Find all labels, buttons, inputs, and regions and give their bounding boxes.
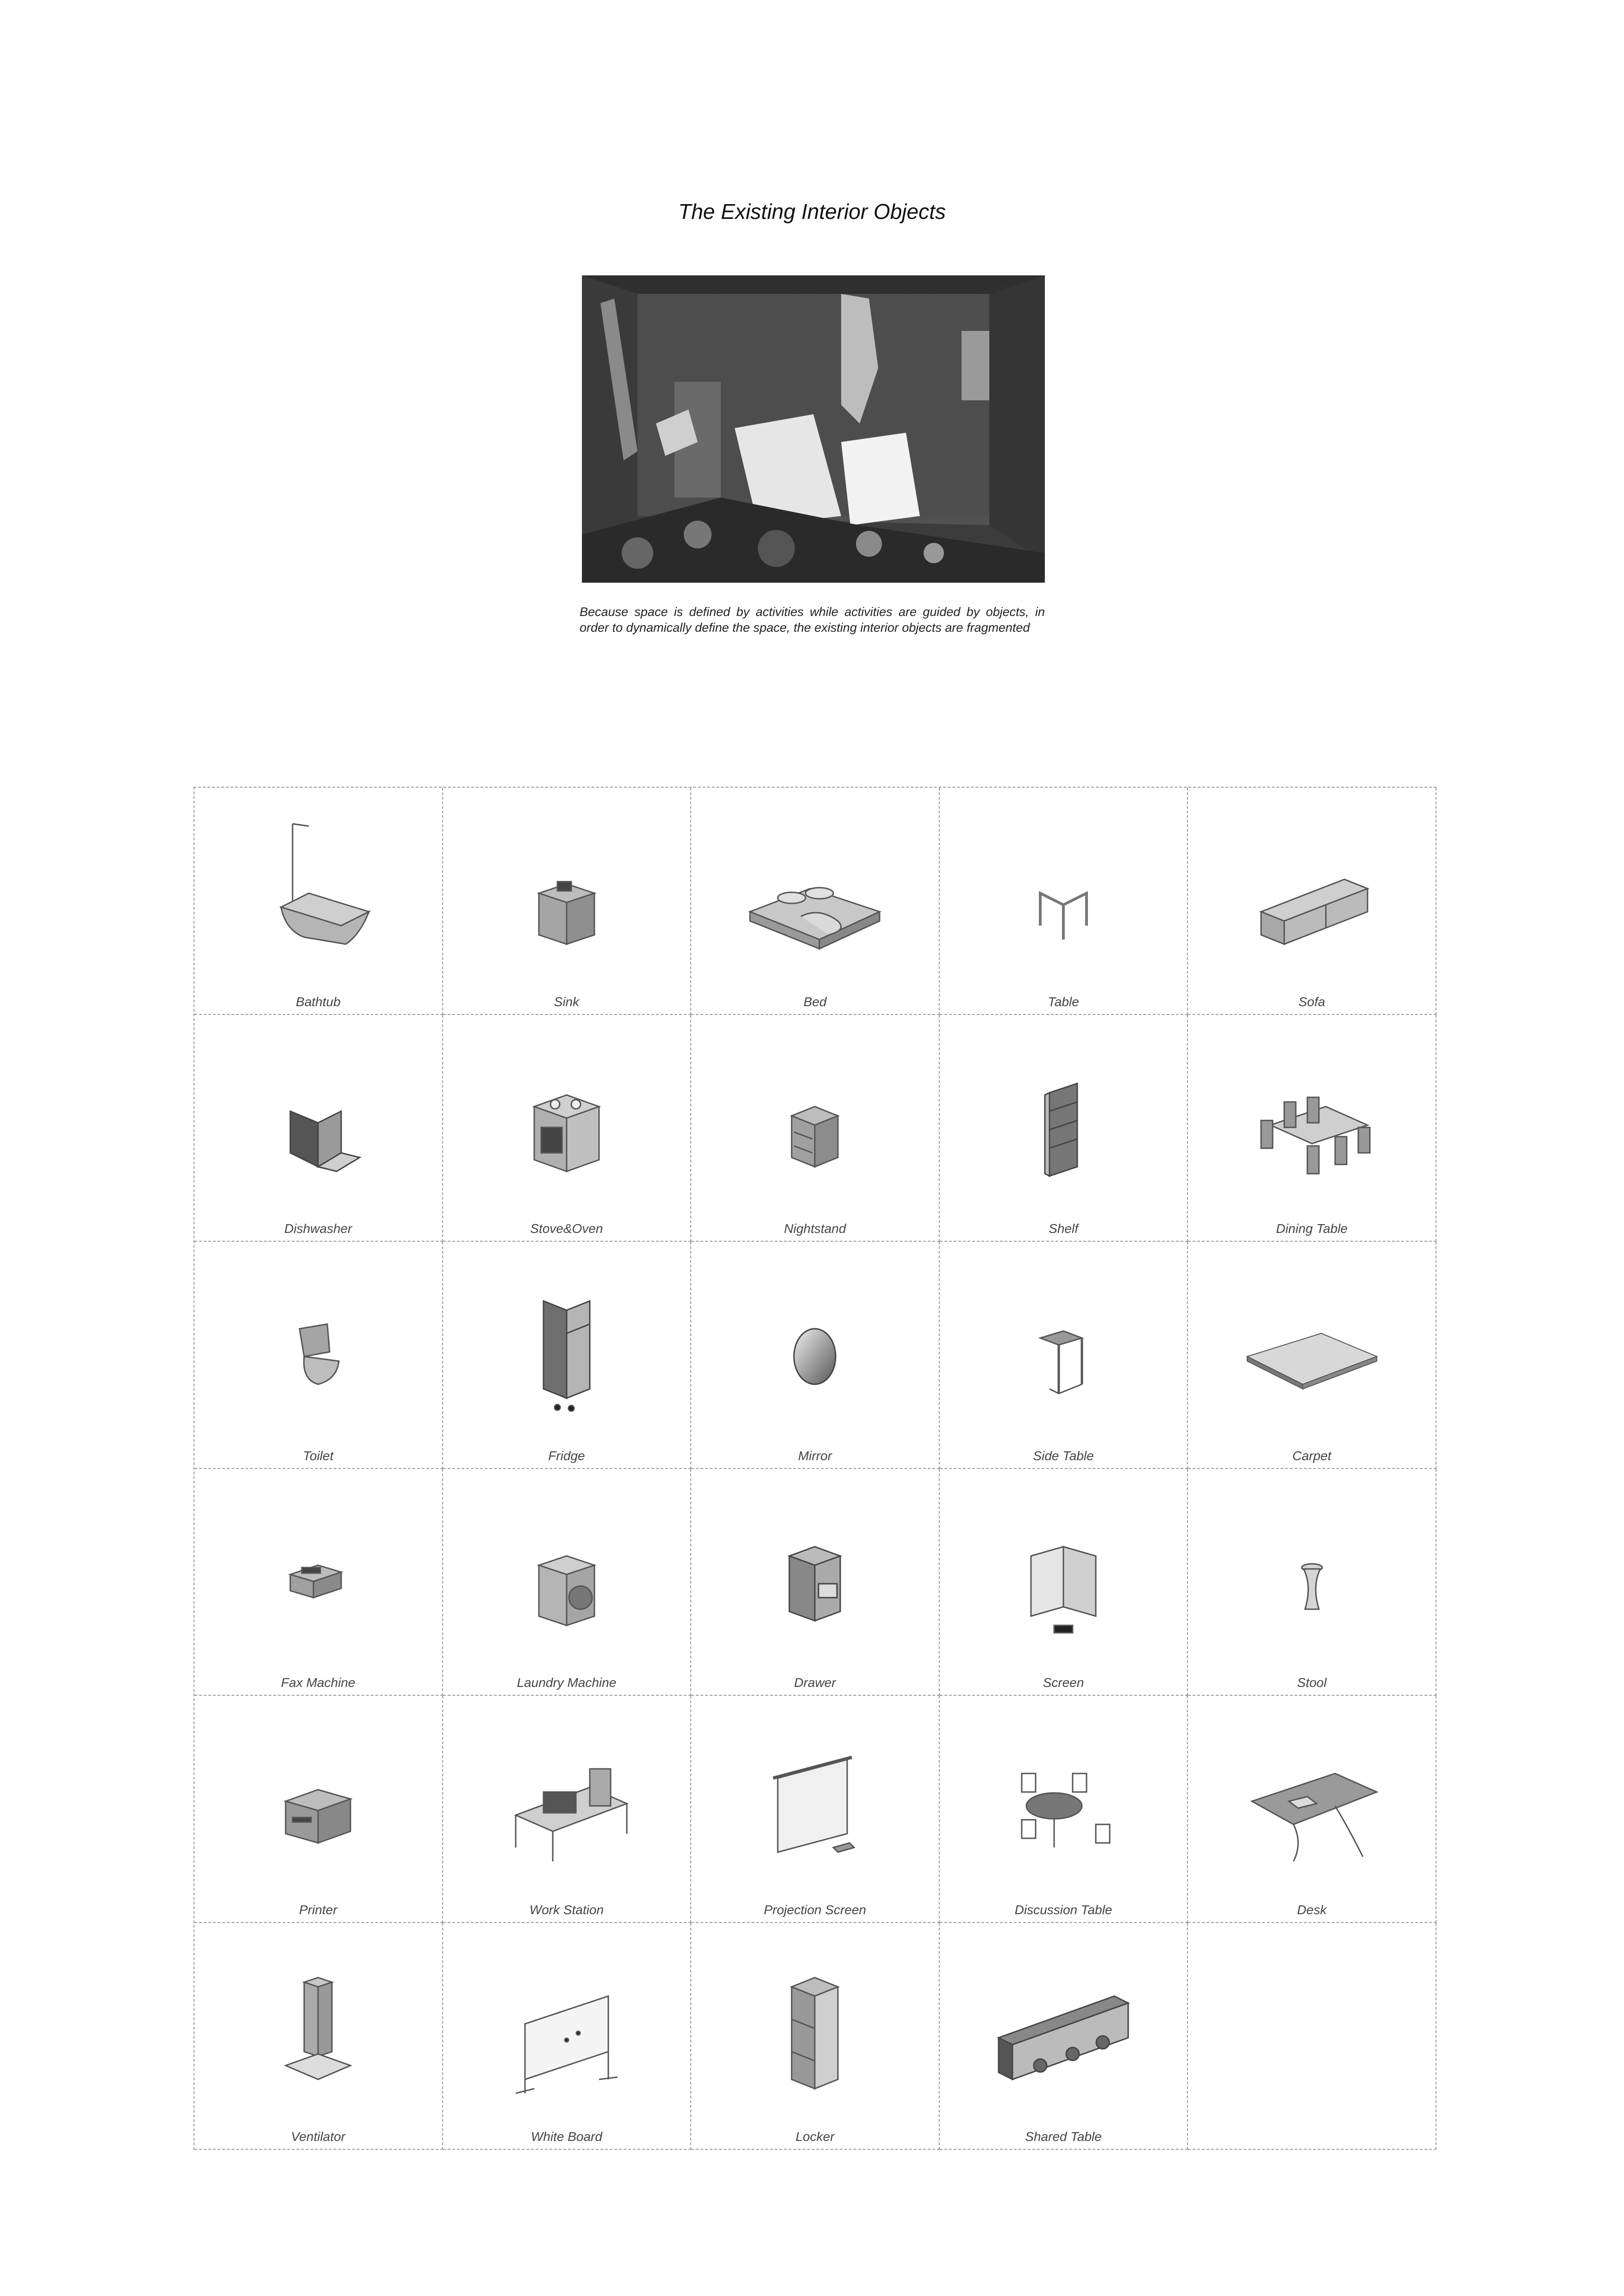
laundry-machine-icon [497,1487,636,1644]
object-label: Projection Screen [763,1902,866,1917]
object-label: Dishwasher [284,1221,352,1236]
sink-icon [497,805,636,963]
object-label: Nightstand [784,1221,846,1236]
stool-icon [1243,1487,1381,1644]
fridge-icon [497,1259,636,1417]
page-title: The Existing Interior Objects [678,199,946,224]
object-cell [940,1015,1188,1242]
object-cell [443,1015,692,1242]
object-label: Laundry Machine [517,1675,617,1690]
object-cell [691,1242,940,1469]
object-label: Toilet [303,1448,334,1463]
object-cell [1188,1469,1437,1696]
object-label: Fridge [548,1448,585,1463]
object-cell [691,788,940,1015]
stove-oven-icon [497,1033,636,1190]
object-label: Bathtub [296,994,341,1009]
empty-cell [1188,1923,1437,2150]
object-cell [443,1242,692,1469]
toilet-icon [249,1259,387,1417]
object-label: Shelf [1049,1221,1078,1236]
object-cell [940,1242,1188,1469]
carpet-icon [1243,1259,1381,1417]
ventilator-icon [249,1941,387,2098]
object-cell [1188,1696,1437,1923]
white-board-icon [497,1941,636,2098]
work-station-icon [497,1713,636,1871]
object-cell [940,1696,1188,1923]
object-label: Side Table [1033,1448,1094,1463]
object-cell [691,1923,940,2150]
object-label: Locker [795,2129,835,2144]
object-label: Dining Table [1276,1221,1348,1236]
mirror-icon [745,1259,884,1417]
object-cell [443,788,692,1015]
projection-screen-icon [745,1713,884,1871]
drawer-icon [745,1487,884,1644]
shared-table-icon [994,1941,1133,2098]
dining-table-icon [1243,1033,1381,1190]
object-cell [443,1469,692,1696]
photo-caption: Because space is defined by activities while activities are guided by objects, in order to dynamically define the space, the existing interior objects are fragmented [580,605,1045,635]
printer-icon [249,1713,387,1871]
shelf-icon [994,1033,1133,1190]
fax-machine-icon [249,1487,387,1644]
object-cell [691,1015,940,1242]
object-cell [940,1469,1188,1696]
object-cell [194,1015,443,1242]
object-cell [1188,1242,1437,1469]
object-cell [1188,1015,1437,1242]
object-label: Ventilator [291,2129,345,2144]
object-label: Work Station [529,1902,604,1917]
object-cell [194,1469,443,1696]
bed-icon [745,805,884,963]
object-cell [194,1242,443,1469]
object-label: Fax Machine [281,1675,356,1690]
object-label: Table [1048,994,1079,1009]
object-label: Screen [1043,1675,1084,1690]
object-cell [940,1923,1188,2150]
object-label: Stool [1297,1675,1327,1690]
object-cell [691,1469,940,1696]
locker-icon [745,1941,884,2098]
screen-icon [994,1487,1133,1644]
object-label: White Board [531,2129,602,2144]
dishwasher-icon [249,1033,387,1190]
nightstand-icon [745,1033,884,1190]
desk-icon [1243,1713,1381,1871]
object-cell [940,788,1188,1015]
object-cell [194,1923,443,2150]
object-label: Carpet [1292,1448,1331,1463]
object-label: Stove&Oven [530,1221,603,1236]
messy-room-photo [582,275,1045,583]
objects-grid [194,787,1437,2150]
object-label: Desk [1297,1902,1327,1917]
object-label: Sofa [1298,994,1325,1009]
object-cell [194,788,443,1015]
object-label: Discussion Table [1014,1902,1112,1917]
object-label: Bed [803,994,827,1009]
object-cell [691,1696,940,1923]
object-cell [1188,788,1437,1015]
object-cell [194,1696,443,1923]
table-icon [994,805,1133,963]
object-label: Mirror [798,1448,832,1463]
object-cell [443,1696,692,1923]
side-table-icon [994,1259,1133,1417]
sofa-icon [1243,805,1381,963]
object-label: Sink [554,994,580,1009]
discussion-table-icon [994,1713,1133,1871]
object-cell [443,1923,692,2150]
bathtub-icon [249,805,387,963]
object-label: Shared Table [1025,2129,1102,2144]
object-label: Printer [299,1902,337,1917]
object-label: Drawer [794,1675,836,1690]
